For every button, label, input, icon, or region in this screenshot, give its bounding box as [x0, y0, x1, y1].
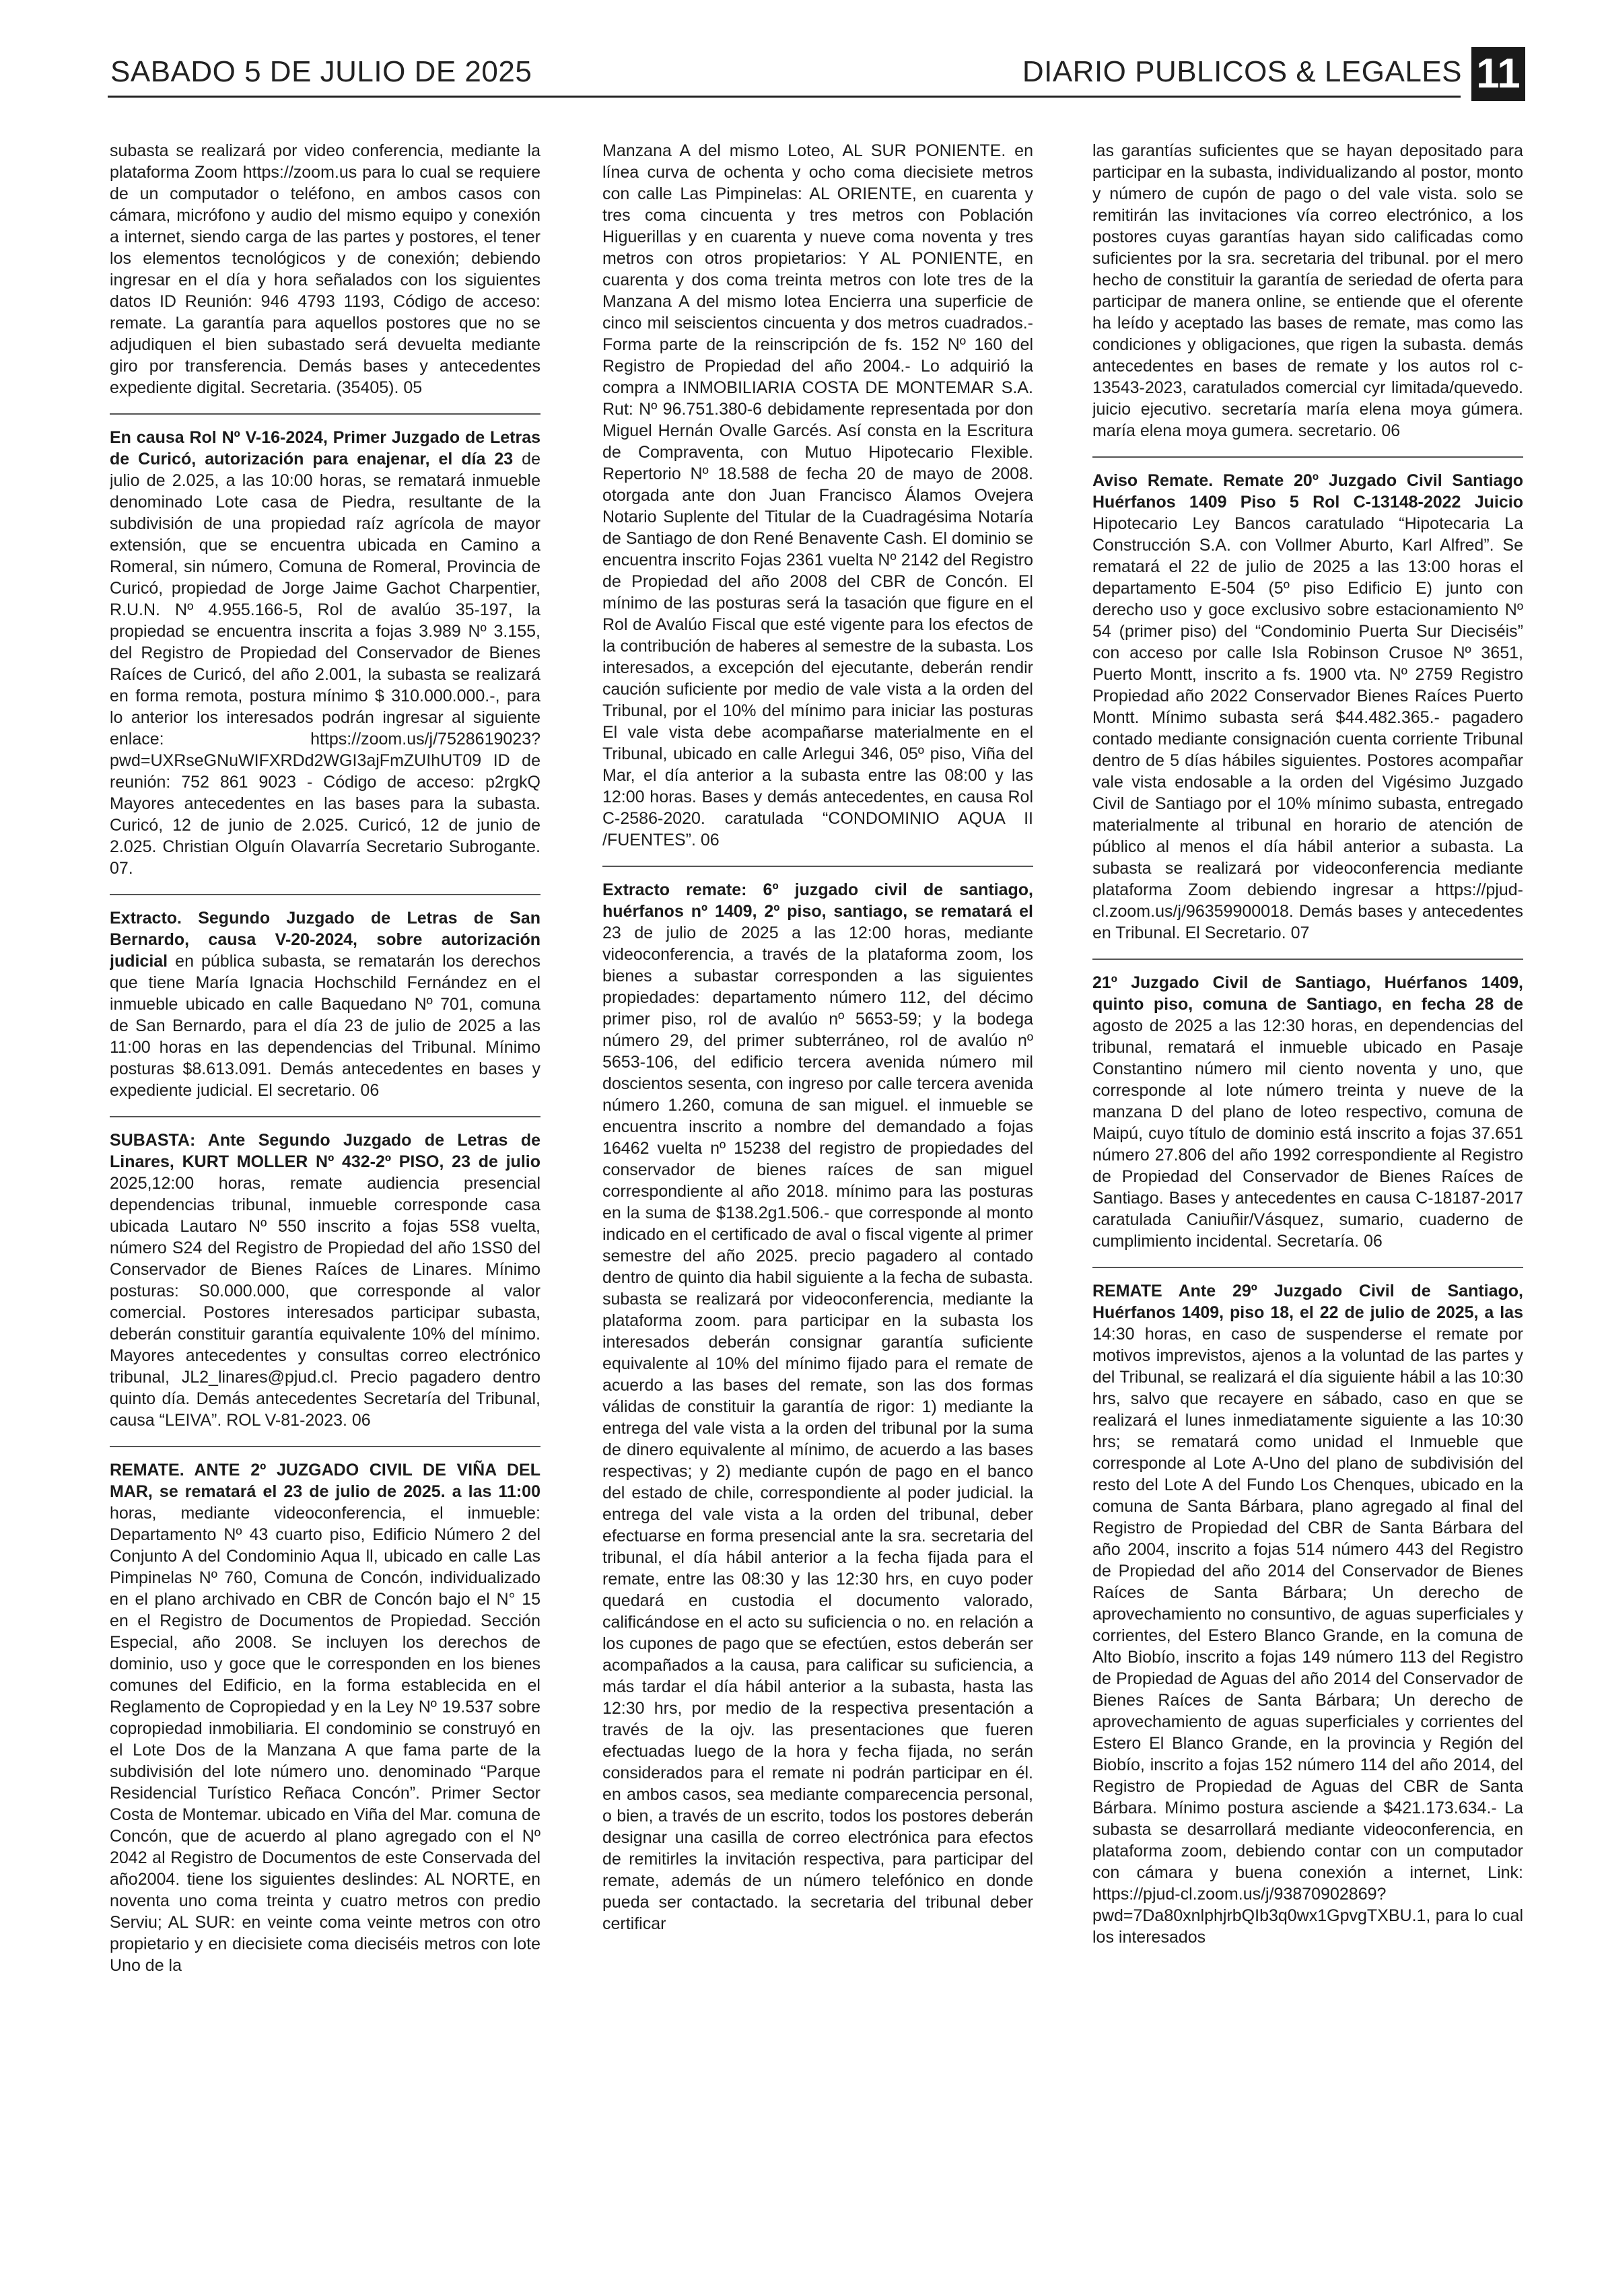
notice-body: 2025,12:00 horas, remate audiencia presencial dependencias tribunal, inmueble corresponde casa ubicada Lautaro Nº 550 inscrito a fojas 5S8 vuelta, número S24 del Registro de Propiedad del año 1SS0 del Conservador de Bienes Raíces de Linares. Mínimo posturas: S0.000.000, que corresponde al valor comercial. Postores interesados participar subasta, deberán constituir garantía equivalente 10% del mínimo. Mayores antecedentes y consultas correo electrónico tribunal, JL2_linares@pjud.cl. Precio pagadero dentro quinto día. Demás antecedentes Secretaría del Tribunal, causa “LEIVA”. ROL V-81-2023. 06: [110, 1174, 540, 1430]
page-number-badge: 11: [1471, 47, 1525, 101]
header-newspaper-name: DIARIO PUBLICOS & LEGALES: [1022, 55, 1462, 88]
notice-lead: 21º Juzgado Civil de Santiago, Huérfanos 1409, quinto piso, comuna de Santiago, en fecha 28 de: [1092, 973, 1523, 1014]
column-1: [110, 140, 540, 2267]
notice-body: 23 de julio de 2025 a las 12:00 horas, mediante videoconferencia, a través de la plataforma zoom, los bienes a subastar corresponden a las siguientes propiedades: departamento número 112, del décimo primer piso, rol de avalúo nº 5653-59; y la bodega número 29, del primer subterráneo, rol de avalúo nº 5653-106, del edificio tercera avenida número mil doscientos sesenta, con ingreso por calle tercera avenida número 1.260, comuna de san miguel. el inmueble se encuentra inscrito a nombre del demandado a fojas 16462 vuelta nº 15238 del registro de propiedades del conservador de bienes raíces de san miguel correspondiente al año 2018. mínimo para las posturas en la suma de $138.2g1.506.- que corresponde al monto indicado en el certificado de aval o fiscal vigente al primer semestre del año 2025. precio pagadero al contado dentro de quinto dia habil siguiente a la fecha de subasta. subasta se realizará por videoconferencia, mediante la plataforma zoom. para participar en la subasta los interesados deberán consignar garantía suficiente equivalente al 10% del mínimo fijado para el remate de acuerdo a las bases del remate, son las dos formas válidas de constituir la garantía de rigor: 1) mediante la entrega del vale vista a la orden del tribunal por la suma de dinero equivalente al mínimo, de acuerdo a las bases respectivas; y 2) mediante cupón de pago en el banco del estado de chile, correspondiente al poder judicial. la entrega del vale vista a la orden del tribunal, deber efectuarse en forma presencial ante la sra. secretaria del tribunal, el día hábil anterior a la fecha fijada para el remate, entre las 08:30 y las 12:30 hrs, en cuyo poder quedará en custodia el documento valorado, calificándose en el acto su suficiencia o no. en relación a los cupones de pago que se efectúen, estos deberán ser acompañados a la causa, para calificar su suficiencia, a más tardar el día hábil anterior a la subasta, hasta las 12:30 hrs, por medio de la respectiva presentación a través de la ojv. las presentaciones que fueren efectuadas luego de la hora y fecha fijada, no serán considerados para el remate ni podrán participar en él. en ambos casos, sea mediante comparecencia personal, o bien, a través de un escrito, todos los postores deberán designar una casilla de correo electrónica para efectos de remitirles la invitación respectiva, para participar del remate, además de un número telefónico en donde pueda ser contactado. la secretaria del tribunal deber certificar: [602, 924, 1033, 1933]
page-header: [108, 51, 1525, 100]
notice-1-2: [110, 413, 540, 879]
notice-lead: Extracto remate: 6º juzgado civil de santiago, huérfanos nº 1409, 2º piso, santiago, se rematará el: [602, 880, 1033, 921]
notice-lead: En causa Rol Nº V-16-2024, Primer Juzgado de Letras de Curicó, autorización para enajenar, el día 23: [110, 428, 540, 468]
notice-1-5: [110, 1446, 540, 1976]
notice-3-3: [1092, 959, 1523, 1252]
notice-body: Hipotecario Ley Bancos caratulado “Hipotecaria La Construcción S.A. con Vollmer Aburto, Karl Alfred”. Se rematará el 22 de julio de 2025 a las 13:00 horas el departamento E-504 (5º piso Edificio E) junto con derecho uso y goce exclusivo sobre estacionamiento Nº 54 (primer piso) del “Condominio Puerta Sur Dieciséis” con acceso por calle Isla Robinson Crusoe Nº 3651, Puerto Montt, inscrito a fs. 1900 vta. Nº 2759 Registro Propiedad año 2022 Conservador Bienes Raíces Puerto Montt. Mínimo subasta será $44.482.365.- pagadero contado mediante consignación cuenta corriente Tribunal dentro de 5 días hábiles siguientes. Postores acompañar vale vista endosable a la orden del Vigésimo Juzgado Civil de Santiago por el 10% mínimo subasta, entregado materialmente al tribunal en horario de atención de público al menos el día hábil anterior a subasta. La subasta se realizará por videoconferencia mediante plataforma Zoom debiendo ingresar a https://pjud-cl.zoom.us/j/96359900018. Demás bases y antecedentes en Tribunal. El Secretario. 07: [1092, 514, 1523, 942]
notice-3-4: [1092, 1267, 1523, 1948]
column-3: [1092, 140, 1523, 2267]
notice-body: horas, mediante videoconferencia, el inmueble: Departamento Nº 43 cuarto piso, Edificio Número 2 del Conjunto A del Condominio Aqua ll, ubicado en calle Las Pimpinelas Nº 760, Comuna de Concón, individualizado en el plano archivado en CBR de Concón bajo el N° 15 en el Registro de Documentos de Propiedad. Sección Especial, año 2008. Se incluyen los derechos de dominio, uso y goce que le corresponden en los bienes comunes del Edificio, en la forma establecida en el Reglamento de Copropiedad y en la Ley Nº 19.537 sobre copropiedad inmobiliaria. El condominio se construyó en el Lote Dos de la Manzana A que fama parte de la subdivisión del lote número uno. denominado “Parque Residencial Turístico Reñaca Concón”. Primer Sector Costa de Montemar. ubicado en Viña del Mar. comuna de Concón, que de acuerdo al plano agregado con el Nº 2042 al Registro de Documentos de este Conservada del año2004. tiene los siguientes deslindes: AL NORTE, en noventa uno coma treinta y cuatro metros con predio Serviu; AL SUR: en veinte coma veinte metros con otro propietario y en diecisiete coma dieciséis metros con lote Uno de la: [110, 1504, 540, 1975]
notice-3-2: [1092, 456, 1523, 944]
notice-1-3: [110, 894, 540, 1101]
notice-lead: Extracto. Segundo Juzgado de Letras de San Bernardo, causa V-20-2024, sobre autorización judicial: [110, 909, 540, 971]
notice-1-4: [110, 1116, 540, 1431]
column-2: [602, 140, 1033, 2267]
notice-1-1: [110, 140, 540, 398]
notice-body: en pública subasta, se rematarán los derechos que tiene María Ignacia Hochschild Fernández en el inmueble ubicado en calle Baquedano Nº 701, comuna de San Bernardo, para el día 23 de julio de 2025 a las 11:00 horas en las dependencias del Tribunal. Mínimo posturas $8.613.091. Demás antecedentes en bases y expediente judicial. El secretario. 06: [110, 952, 540, 1100]
notice-body: de julio de 2.025, a las 10:00 horas, se rematará inmueble denominado Lote casa de Piedra, resultante de la subdivisión de una propiedad raíz agrícola de mayor extensión, que se encuentra ubicada en Camino a Romeral, sin número, Comuna de Romeral, Provincia de Curicó, propiedad de Jorge Jaime Gachot Charpentier, R.U.N. Nº 4.955.166-5, Rol de avalúo 35-197, la propiedad se encuentra inscrita a fojas 3.989 Nº 3.155, del Registro de Propiedad del Conservador de Bienes Raíces de Curicó, del año 2.001, la subasta se realizará en forma remota, postura mínimo $ 310.000.000.-, para lo anterior los interesados podrán ingresar al siguiente enlace: https://zoom.us/j/7528619023?pwd=UXRseGNuWIFXRDd2WGI3ajFmZUIhUT09 ID de reunión: 752 861 9023 - Código de acceso: p2rgkQ Mayores antecedentes en las bases para la subasta. Curicó, 12 de junio de 2.025. Curicó, 12 de junio de 2.025. Christian Olguín Olavarría Secretario Subrogante. 07.: [110, 450, 540, 878]
notice-lead: REMATE. ANTE 2º JUZGADO CIVIL DE VIÑA DEL MAR, se rematará el 23 de julio de 2025. a las 11:00: [110, 1461, 540, 1501]
header-date: SABADO 5 DE JULIO DE 2025: [110, 55, 532, 88]
notice-3-1: [1092, 140, 1523, 442]
notice-body: las garantías suficientes que se hayan depositado para participar en la subasta, individualizando al postor, monto y número de cupón de pago o del vale vista. solo se remitirán las invitaciones vía correo electrónico, a los postores cuyas garantías hayan sido calificadas como suficientes por la sra. secretaria del tribunal. por el mero hecho de constituir la garantía de seriedad de oferta para participar de manera online, se entiende que el oferente ha leído y aceptado las bases de remate, mas como las condiciones y obligaciones, que rigen la subasta. demás antecedentes en bases de remate y los autos rol c-13543-2023, caratulados comercial cyr limitada/quevedo. juicio ejecutivo. secretaría maría elena moya gúmera. maría elena moya gumera. secretario. 06: [1092, 141, 1523, 440]
notice-lead: REMATE Ante 29º Juzgado Civil de Santiago, Huérfanos 1409, piso 18, el 22 de julio de 2025, a las: [1092, 1282, 1523, 1322]
header-rule: [108, 96, 1461, 98]
notice-2-2: [602, 866, 1033, 1935]
notice-body: subasta se realizará por video conferencia, mediante la plataforma Zoom https://zoom.us para lo cual se requiere de un computador o teléfono, en ambos casos con cámara, micrófono y audio del mismo equipo y conexión a internet, siendo carga de las partes y postores, el tener los elementos tecnológicos y de conexión; debiendo ingresar en el día y hora señalados con los siguientes datos ID Reunión: 946 4793 1193, Código de acceso: remate. La garantía para aquellos postores que no se adjudiquen el bien subastado será devuelta mediante giro por transferencia. Demás bases y antecedentes expediente digital. Secretaria. (35405). 05: [110, 141, 540, 397]
notice-body: 14:30 horas, en caso de suspenderse el remate por motivos imprevistos, ajenos a la voluntad de las partes y del Tribunal, se realizará el día siguiente hábil a las 10:30 hrs, salvo que recayere en sábado, caso en que se realizará el lunes inmediatamente siguiente a las 10:30 hrs; se rematará como unidad el Inmueble que corresponde al Lote A-Uno del plano de subdivisión del resto del Lote A del Fundo Los Chenques, ubicado en la comuna de Santa Bárbara, plano agregado al final del Registro de Propiedad del CBR de Santa Bárbara del año 2004, inscrito a fojas 514 número 443 del Registro de Propiedad del año 2014 del Conservador de Bienes Raíces de Santa Bárbara; Un derecho de aprovechamiento no consuntivo, de aguas superficiales y corrientes, del Estero Blanco Grande, en la comuna de Alto Biobío, inscrito a fojas 149 número 113 del Registro de Propiedad de Aguas del año 2014 del Conservador de Bienes Raíces de Santa Bárbara; Un derecho de aprovechamiento de aguas superficiales y corrientes del Estero El Blanco Grande, en la provincia y Región del Biobío, inscrito a fojas 152 número 114 del año 2014, del Registro de Propiedad de Aguas del CBR de Santa Bárbara. Mínimo postura asciende a $421.173.634.- La subasta se desarrollará mediante videoconferencia, en plataforma zoom, debiendo contar con un computador con cámara y buena conexión a internet, Link: https://pjud-cl.zoom.us/j/93870902869?pwd=7Da80xnlphjrbQIb3q0wx1GpvgTXBU.1, para lo cual los interesados: [1092, 1325, 1523, 1947]
notice-body: Manzana A del mismo Loteo, AL SUR PONIENTE. en línea curva de ochenta y ocho coma diecisiete metros con calle Las Pimpinelas: AL ORIENTE, en cuarenta y tres coma cincuenta y tres metros con Población Higuerillas y en cuarenta y nueve coma noventa y tres metros con otros propietarios: Y AL PONIENTE, en cuarenta y dos coma treinta metros con lote tres de la Manzana A del mismo lotea Encierra una superficie de cinco mil seiscientos cincuenta y dos metros cuadrados.- Forma parte de la reinscripción de fs. 152 Nº 160 del Registro de Propiedad del año 2004.- Lo adquirió la compra a INMOBILIARIA COSTA DE MONTEMAR S.A. Rut: Nº 96.751.380-6 debidamente representada por don Miguel Hernán Ovalle Garcés. Así consta en la Escritura de Compraventa, con Mutuo Hipotecario Flexible. Repertorio Nº 18.588 de fecha 20 de mayo de 2008. otorgada ante don Juan Francisco Álamos Ovejera Notario Suplente del Titular de la Cuadragésima Notaría de Santiago de don René Benavente Cash. El dominio se encuentra inscrito Fojas 2361 vuelta Nº 2142 del Registro de Propiedad del año 2008 del CBR de Concón. El mínimo de las posturas será la tasación que figure en el Rol de Avalúo Fiscal que esté vigente para los efectos de la contribución de haberes al semestre de la subasta. Los interesados, a excepción del ejecutante, deberán rendir caución suficiente por medio de vale vista a la orden del Tribunal, por el 10% del mínimo para iniciar las posturas El vale vista debe acompañarse materialmente en el Tribunal, ubicado en calle Arlegui 346, 05º piso, Viña del Mar, el día anterior a la subasta entre las 08:00 y las 12:00 horas. Bases y demás antecedentes, en causa Rol C-2586-2020. caratulada “CONDOMINIO AQUA II /FUENTES”. 06: [602, 141, 1033, 849]
notice-lead: Aviso Remate. Remate 20º Juzgado Civil Santiago Huérfanos 1409 Piso 5 Rol C-13148-2022 Juicio: [1092, 471, 1523, 512]
notice-body: agosto de 2025 a las 12:30 horas, en dependencias del tribunal, rematará el inmueble ubicado en Pasaje Constantino número mil ciento noventa y uno, que corresponde al lote número treinta y nueve de la manzana D del plano de loteo respectivo, comuna de Maipú, cuyo título de dominio está inscrito a fojas 37.651 número 27.806 del año 1992 correspondiente al Registro de Propiedad del Conservador de Bienes Raíces de Santiago. Bases y antecedentes en causa C-18187-2017 caratulada Caniuñir/Vásquez, sumario, cuaderno de cumplimiento incidental. Secretaría. 06: [1092, 1016, 1523, 1251]
notice-lead: SUBASTA: Ante Segundo Juzgado de Letras de Linares, KURT MOLLER Nº 432-2º PISO, 23 de julio: [110, 1131, 540, 1171]
notice-2-1: [602, 140, 1033, 851]
